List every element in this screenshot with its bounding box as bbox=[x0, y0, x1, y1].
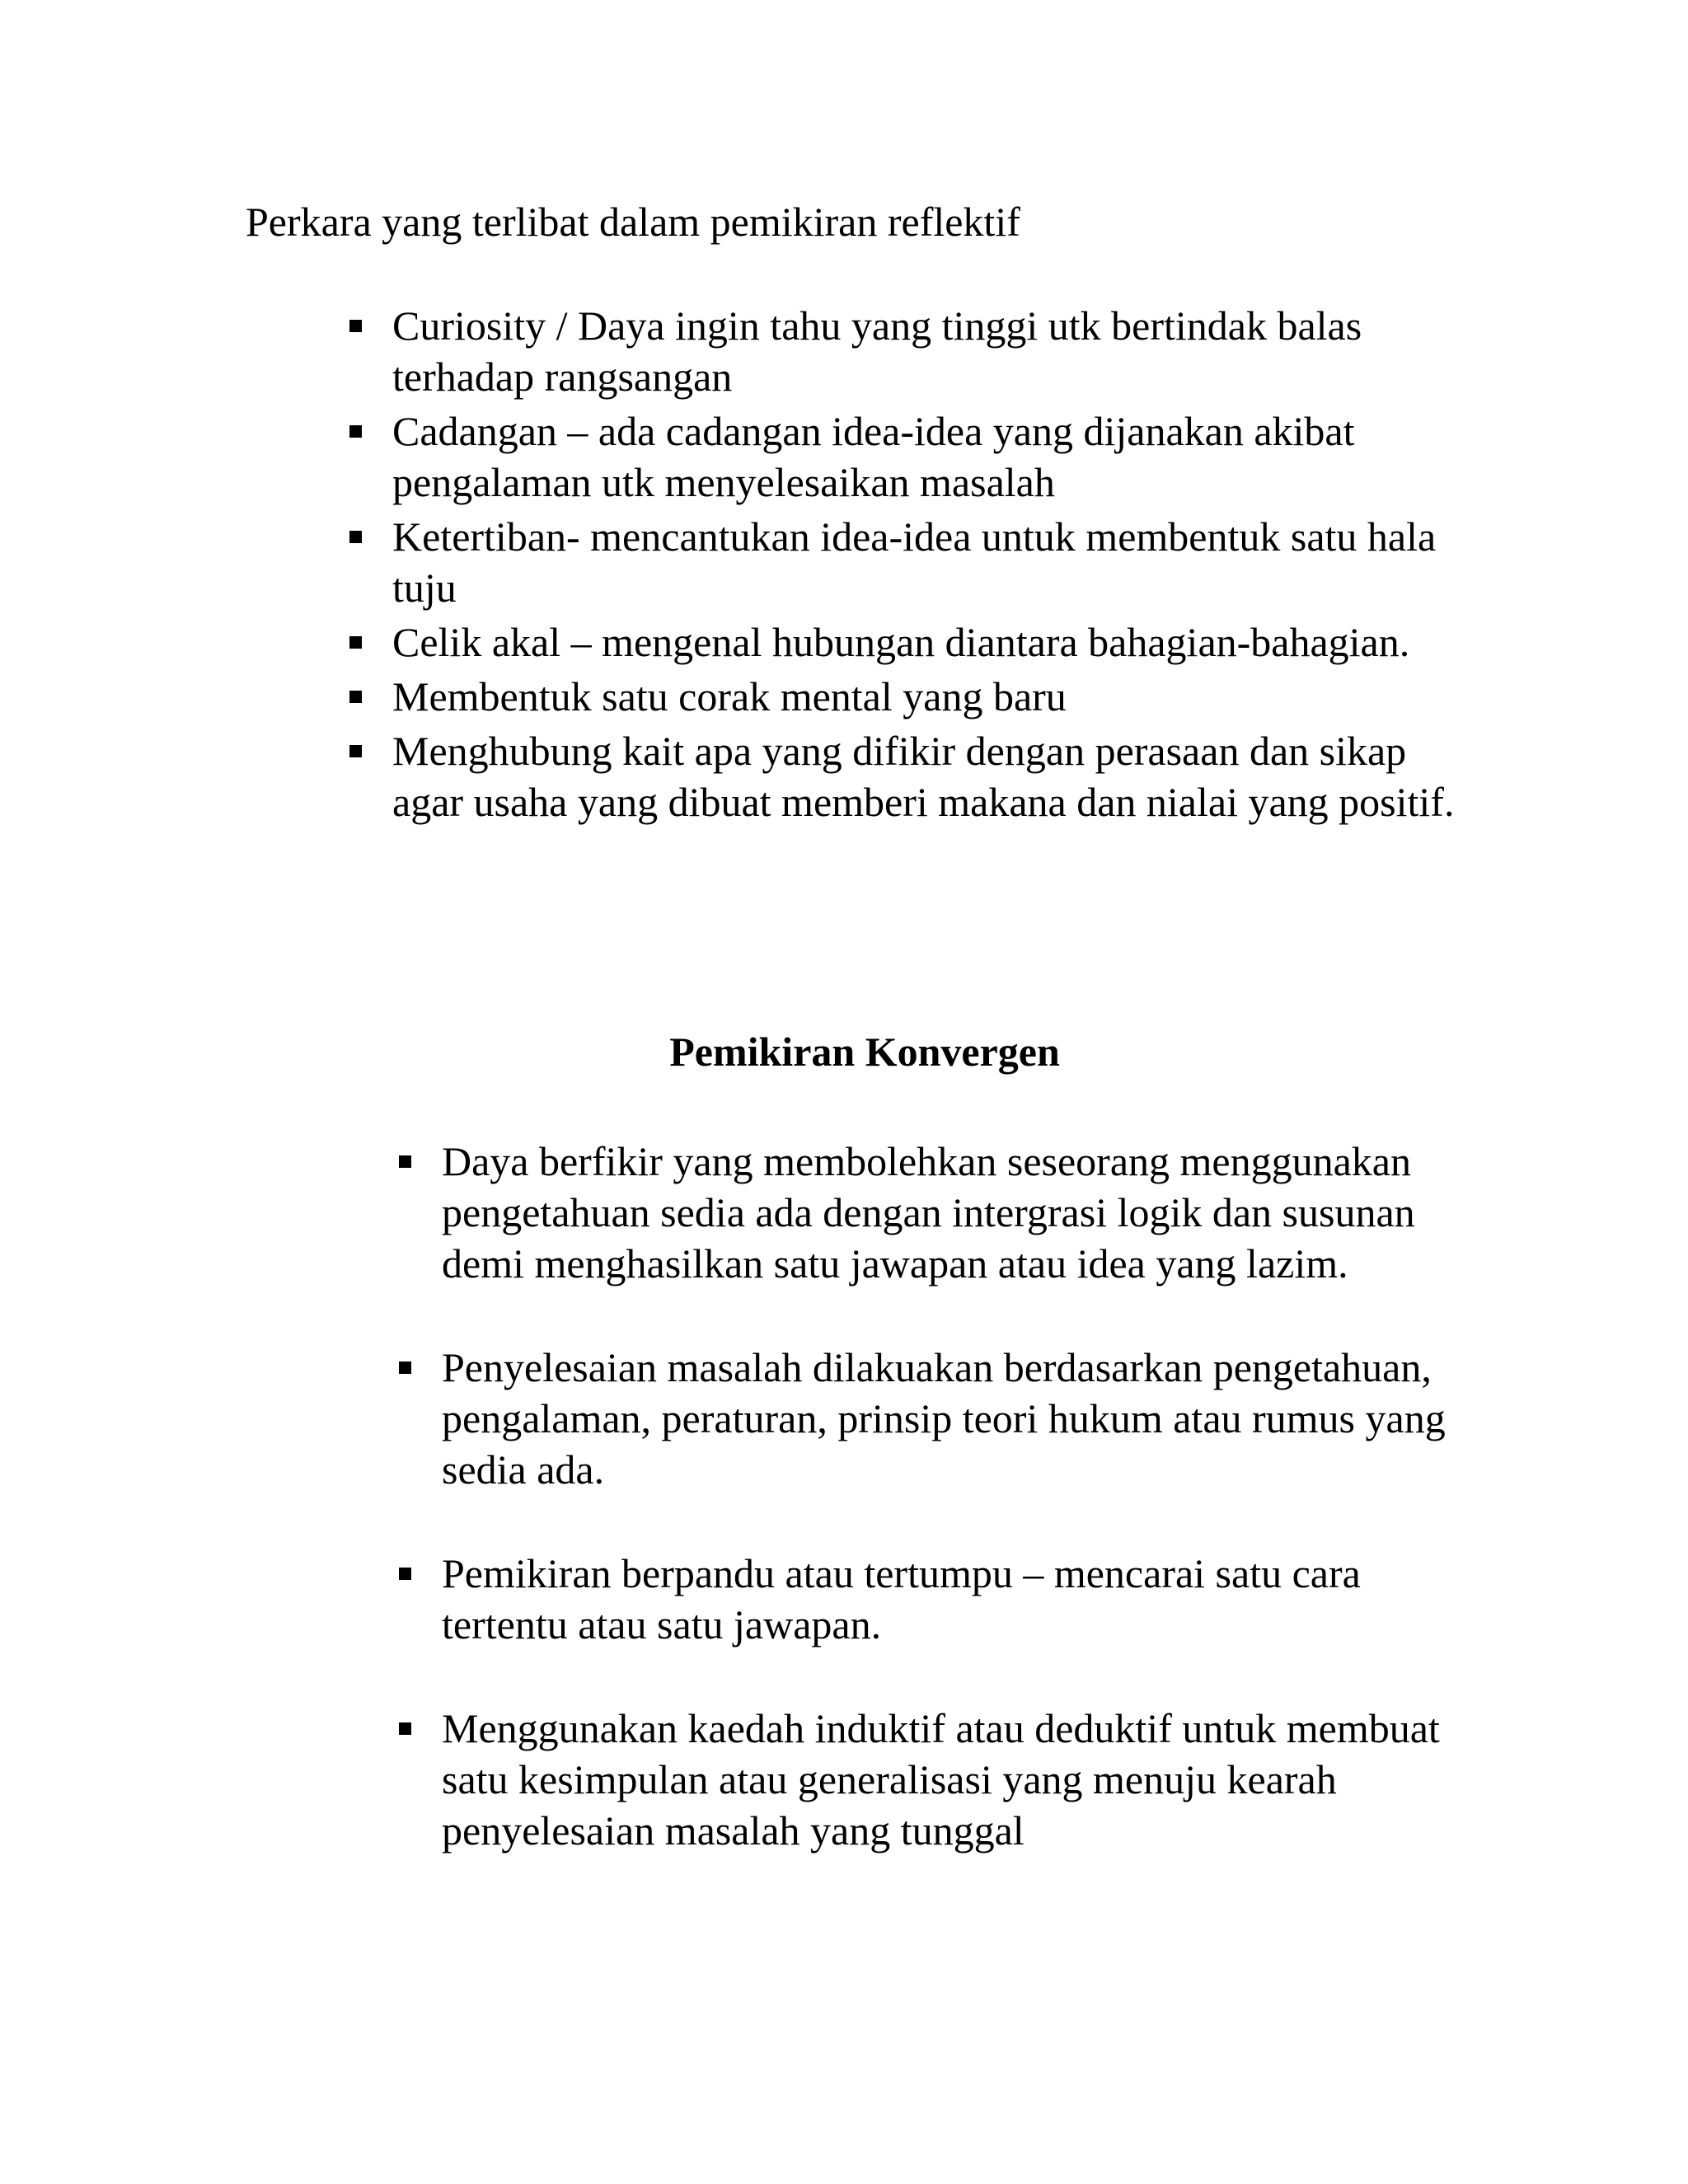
list-item bbox=[338, 616, 1459, 668]
list-item bbox=[387, 1548, 1459, 1650]
square-bullet-icon bbox=[399, 1568, 411, 1580]
konvergen-list bbox=[387, 1136, 1459, 1909]
list-item-text: Membentuk satu corak mental yang baru bbox=[392, 673, 1067, 719]
list-item bbox=[338, 725, 1459, 827]
list-item-text: Penyelesaian masalah dilakuakan berdasarkan pengetahuan, pengalaman, peraturan, prinsip teori hukum atau rumus yang sedia ada. bbox=[442, 1344, 1446, 1493]
intro-heading: Perkara yang terlibat dalam pemikiran reflektif bbox=[246, 199, 1020, 245]
list-item bbox=[387, 1136, 1459, 1289]
square-bullet-icon bbox=[349, 691, 362, 703]
list-item-text: Menghubung kait apa yang difikir dengan perasaan dan sikap agar usaha yang dibuat memberi makana dan nialai yang positif. bbox=[392, 728, 1455, 825]
square-bullet-icon bbox=[349, 745, 362, 757]
list-item-text: Daya berfikir yang membolehkan seseorang menggunakan pengetahuan sedia ada dengan intergrasi logik dan susunan demi menghasilkan satu jawapan atau idea yang lazim. bbox=[442, 1138, 1415, 1286]
list-item-text: Curiosity / Daya ingin tahu yang tinggi utk bertindak balas terhadap rangsangan bbox=[392, 302, 1362, 400]
square-bullet-icon bbox=[349, 425, 362, 438]
square-bullet-icon bbox=[399, 1155, 411, 1168]
list-item bbox=[338, 300, 1459, 402]
list-item-text: Cadangan – ada cadangan idea-idea yang dijanakan akibat pengalaman utk menyelesaikan masalah bbox=[392, 408, 1355, 505]
list-item bbox=[338, 405, 1459, 508]
square-bullet-icon bbox=[399, 1361, 411, 1374]
section-title: Pemikiran Konvergen bbox=[669, 1029, 1060, 1075]
square-bullet-icon bbox=[349, 531, 362, 543]
list-item bbox=[338, 671, 1459, 722]
list-item bbox=[387, 1342, 1459, 1495]
square-bullet-icon bbox=[399, 1722, 411, 1735]
list-item-text: Celik akal – mengenal hubungan diantara bahagian-bahagian. bbox=[392, 619, 1410, 665]
square-bullet-icon bbox=[349, 320, 362, 332]
list-item bbox=[338, 511, 1459, 613]
square-bullet-icon bbox=[349, 636, 362, 649]
list-item-text: Pemikiran berpandu atau tertumpu – mencarai satu cara tertentu atau satu jawapan. bbox=[442, 1550, 1361, 1647]
list-item-text: Menggunakan kaedah induktif atau deduktif untuk membuat satu kesimpulan atau generalisasi yang menuju kearah penyelesaian masalah yang tunggal bbox=[442, 1705, 1440, 1854]
list-item bbox=[387, 1703, 1459, 1856]
reflective-list bbox=[338, 300, 1459, 831]
list-item-text: Ketertiban- mencantukan idea-idea untuk membentuk satu hala tuju bbox=[392, 513, 1437, 611]
